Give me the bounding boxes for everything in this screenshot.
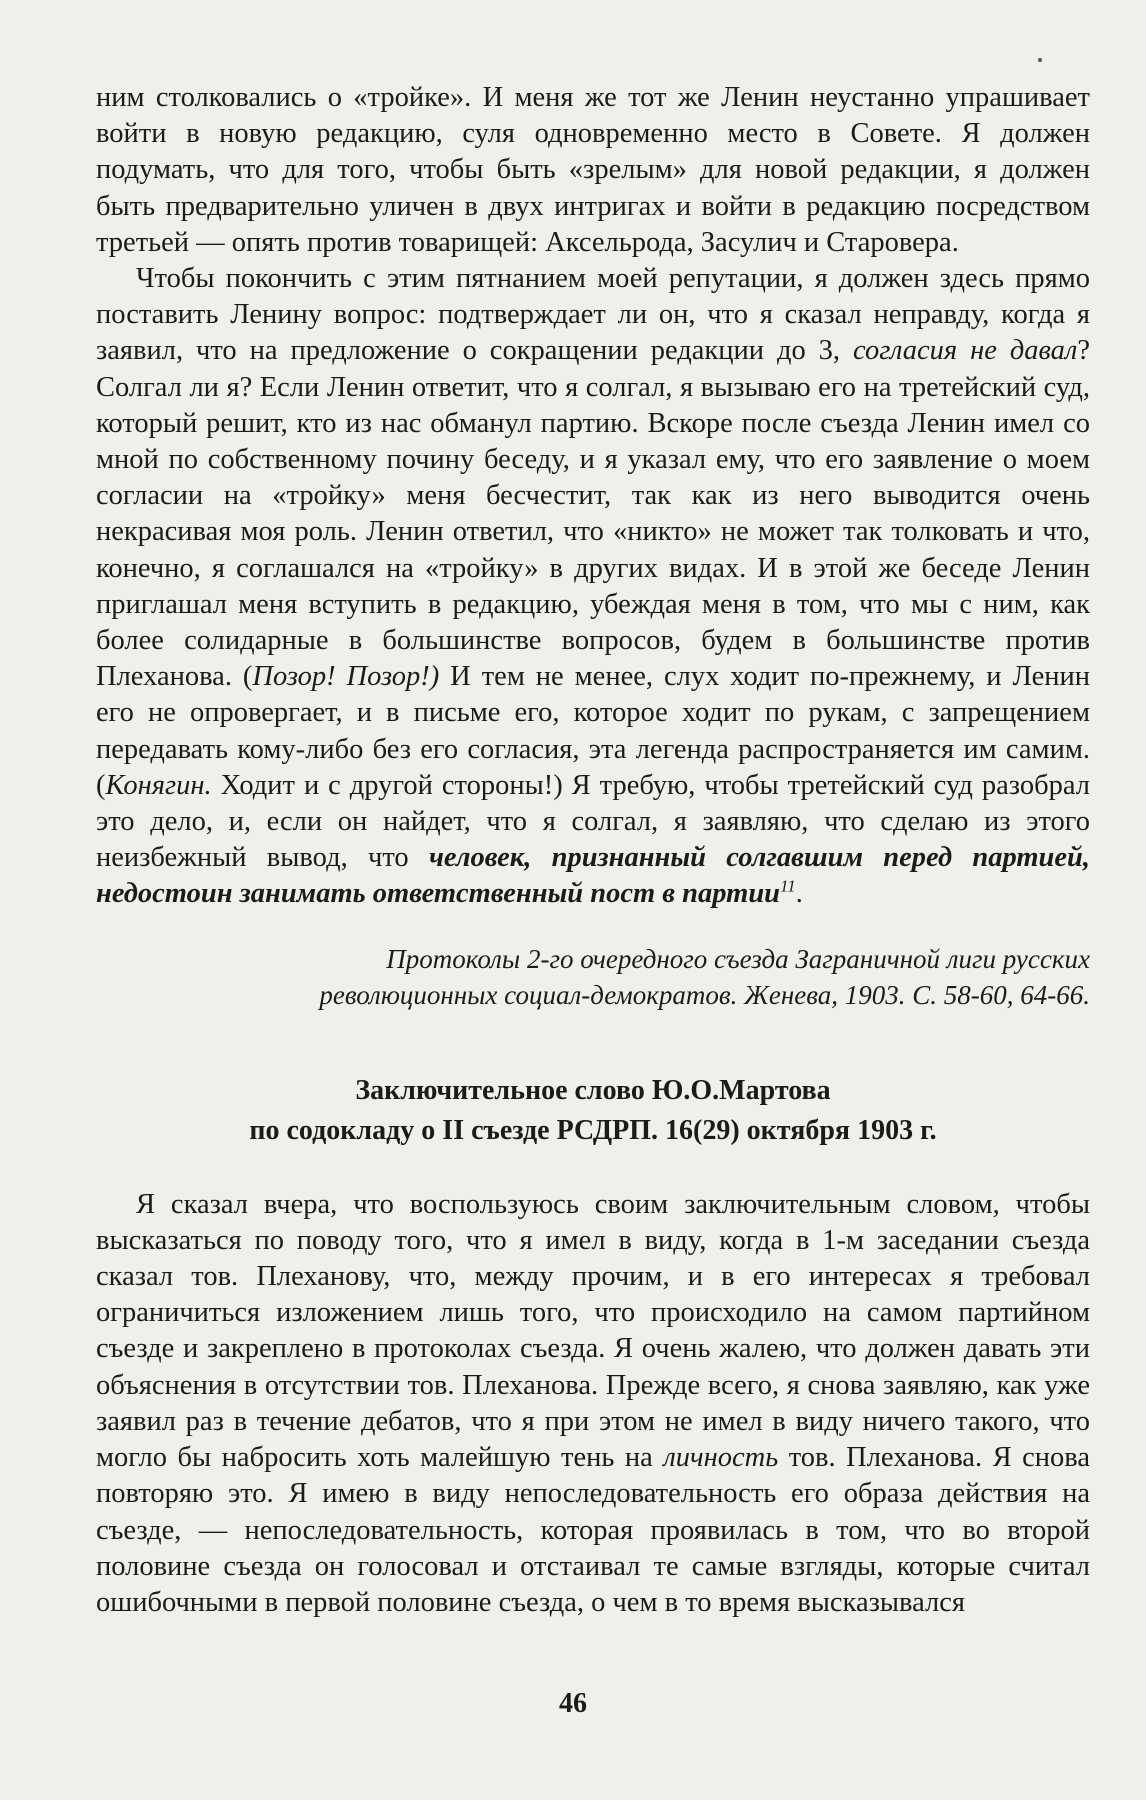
source-citation: Протоколы 2-го очередного съезда Заграничной лиги русских революционных социал-демократов. Женева, 1903. С. 58-60, 64-66. bbox=[319, 943, 1090, 1010]
heading-line-1: Заключительное слово Ю.О.Мартова bbox=[355, 1074, 831, 1106]
text-run: Чтобы покончить с этим пятнанием моей репутации, я должен здесь прямо поставить Ленину вопрос: подтверждает ли он, что я сказал неправду, когда я заявил, что на предложение о сокращении редакции до 3, bbox=[96, 263, 1090, 367]
text-run: . bbox=[795, 878, 803, 910]
bold-italic-run: человек, признанный солгавшим перед партией, недостоин занимать ответственный пост в партии bbox=[96, 842, 1090, 910]
scan-speck bbox=[1038, 58, 1042, 62]
italic-run: личность bbox=[663, 1442, 779, 1474]
text-run: тов. Плеханова. Я снова повторяю это. Я имею в виду непоследовательность его образа действия на съезде, — непоследовательность, которая проявилась в том, что во второй половине съезда он голосовал и отстаивал те самые взгляды, которые считал ошибочными в первой половине съезда, о чем в то время высказывался bbox=[96, 1442, 1091, 1618]
italic-run: Конягин. bbox=[105, 769, 212, 801]
page-number: 46 bbox=[559, 1688, 587, 1719]
text-run: Ходит и с другой стороны!) Я требую, чтобы третейский суд разобрал это дело, и, если он найдет, что я солгал, я заявляю, что сделаю из этого неизбежный вывод, что bbox=[96, 769, 1090, 874]
section-heading bbox=[96, 1071, 1090, 1151]
text-run: ? Солгал ли я? Если Ленин ответит, что я солгал, я вызываю его на третейский суд, который решит, кто из нас обманул партию. Вскоре после съезда Ленин имел со мной по собственному почину беседу, и я указал ему, что его заявление о моем согласии на «тройку» меня бесчестит, так как из него выводится очень некрасивая моя роль. Ленин ответил, что «никто» не может так толковать и что, конечно, я соглашался на «тройку» в других видах. И в этой же беседе Ленин приглашал меня вступить в редакцию, убеждая меня в том, что мы с ним, как более солидарные в большинстве вопросов, будем в большинстве против Плеханова. ( bbox=[96, 335, 1090, 693]
italic-run: согласия не давал bbox=[853, 335, 1078, 367]
paragraph-1: ним столковались о «тройке». И меня же тот же Ленин неустанно упрашивает войти в новую редакцию, суля одновременно место в Совете. Я должен подумать, что для того, чтобы быть «зрелым» для новой редакции, я должен быть предварительно уличен в двух интригах и войти в редакцию посредством третьей — опять против товарищей: Аксельрода, Засулич и Старовера. bbox=[96, 82, 1090, 258]
paragraph-2 bbox=[96, 261, 1090, 913]
text-run: И тем не менее, слух ходит по-прежнему, и Ленин его не опровергает, и в письме его, которое ходит по рукам, с запрещением передавать кому-либо без его согласия, эта легенда распространяется им самим. ( bbox=[96, 661, 1091, 801]
paragraph-3 bbox=[96, 1187, 1090, 1621]
italic-run: Позор! Позор!) bbox=[252, 661, 440, 693]
text-run: Я сказал вчера, что воспользуюсь своим заключительным словом, чтобы высказаться по поводу того, что я имел в виду, когда в 1-м заседании съезда сказал тов. Плеханову, что, между прочим, и в его интересах я требовал ограничиться изложением лишь того, что происходило на самом партийном съезде и закреплено в протоколах съезда. Я очень жалею, что должен давать эти объяснения в отсутствии тов. Плеханова. Прежде всего, я снова заявляю, как уже заявил раз в течение дебатов, что я при этом не имел в виду ничего такого, что могло бы набросить хоть малейшую тень на bbox=[96, 1188, 1090, 1474]
footnote-marker: 11 bbox=[780, 876, 796, 896]
heading-line-2: по содокладу о II съезде РСДРП. 16(29) октября 1903 г. bbox=[249, 1114, 937, 1146]
